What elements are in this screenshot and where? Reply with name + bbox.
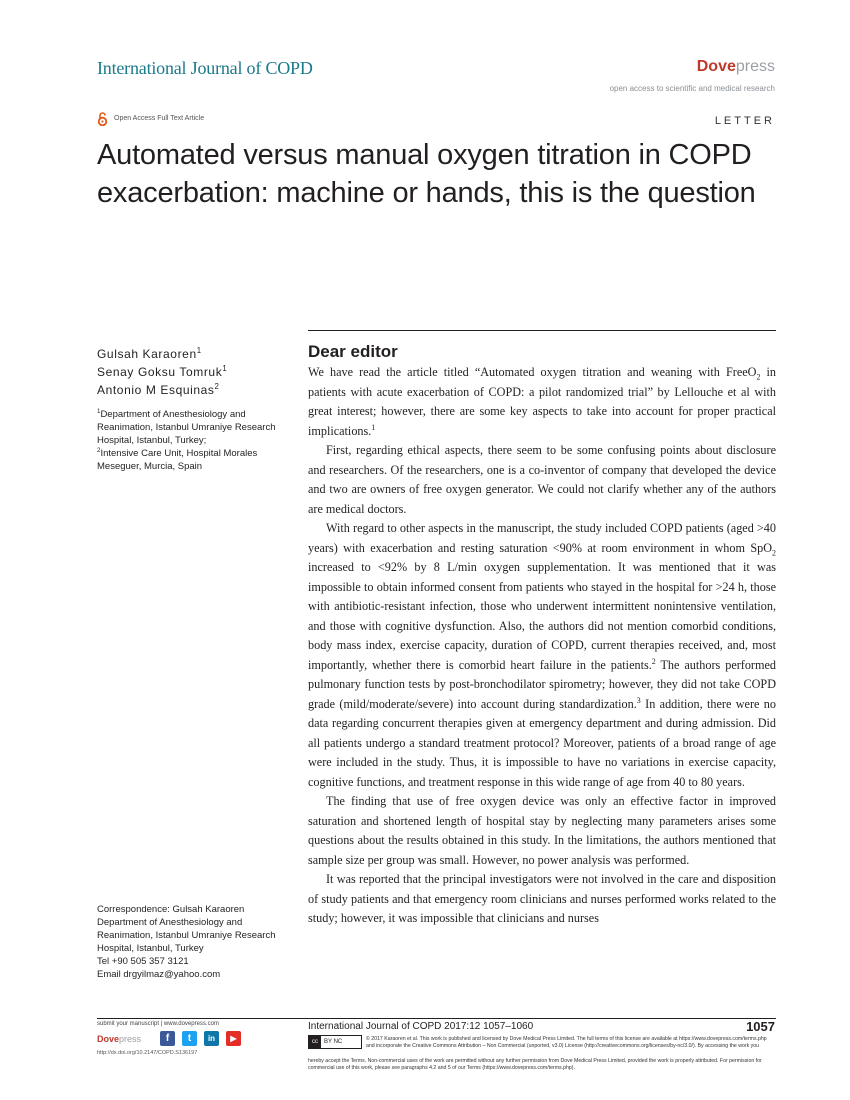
footer-dovepress-logo[interactable]: Dovepress [97,1034,142,1044]
correspondence-email[interactable]: Email drgyilmaz@yahoo.com [97,969,221,980]
author: Senay Goksu Tomruk$^1$ [97,364,228,379]
paragraph: We have read the article titled “Automated oxygen titration and weaning with FreeO$_2$ in patients with acute exacerbation of COPD: a pilot randomized trial” by Lellouche et al with great interest; however, there are some key aspects to take into account for proper practical implications.$^1$ [308,365,776,438]
open-access-icon [97,112,108,126]
paragraph: It was reported that the principal investigators were not involved in the care and disposition of study patients and that emergency room clinicians and nurses performed works related to the study; however, it was impossible that clinicians and nurses [308,872,776,925]
reference-link[interactable]: 1 [371,422,376,432]
citation: International Journal of COPD 2017:12 1057–1060 [308,1021,534,1032]
author-list [97,345,227,399]
license-text: © 2017 Karaoren et al. This work is published and licensed by Dove Medical Press Limited. The full terms of this license are available at https://www.dovepress.com/terms.php and incorporate the Creative Commons Attribution – Non Commercial (unported, v3.0) License (http://creativecommons.org/licenses/by-nc/3.0/). By accessing the work you [366,1036,767,1049]
license-text: hereby accept the Terms. Non-commercial uses of the work are permitted without any further permission from Dove Medical Press Limited, provided the work is properly attributed. For permission for commercial use of this work, please see paragraphs 4.2 and 5 of our Terms (https://www.dovepress.com/terms.php). [308,1058,762,1071]
page-number: 1057 [746,1019,775,1034]
linkedin-icon[interactable]: in [204,1031,219,1046]
tagline: open access to scientific and medical research [609,84,775,93]
article-type: LETTER [714,115,775,127]
reference-link[interactable]: 2 [651,656,656,666]
brand-press: press [735,58,775,75]
submit-manuscript-link[interactable]: submit your manuscript | www.dovepress.com [97,1021,219,1027]
article-title: Automated versus manual oxygen titration in COPD exacerbation: machine or hands, this is the question [97,139,756,209]
paragraph: The finding that use of free oxygen device was only an effective factor in improved saturation and shortened length of hospital stay by neglecting many parameters arises some questions about the results obtained in this study. In the limitations, the authors mentioned that sample size per group was small. However, no power analysis was performed. [308,794,776,867]
dovepress-logo[interactable] [697,58,775,76]
affiliation: $^1$Department of Anesthesiology and Reanimation, Istanbul Umraniye Research Hospital, Istanbul, Turkey; [97,407,276,446]
cc-license-badge[interactable]: cc BY NC [308,1035,362,1049]
correspondence-phone: Tel +90 505 357 3121 [97,956,189,967]
journal-title[interactable]: International Journal of COPD [97,58,313,78]
facebook-icon[interactable]: f [160,1031,175,1046]
paragraph: With regard to other aspects in the manuscript, the study included COPD patients (aged >40 years) with exacerbation and resting saturation <90% at room environment in whom SpO$_2$ increased to <92% by 8 L/min oxygen supplementation. It was mentioned that it was impossible to obtain informed consent from patients who stayed in the hospital for >24 h, those with antibiotic-resistant infection, those who underwent intermittent nonintensive ventilation, and those with cognitive dysfunction. Also, the authors did not mention comorbid conditions, body mass index, exercise capacity, duration of COPD, current therapies received, and, most importantly, whether there is comorbid heart failure in the patients.$^2$ The authors performed pulmonary function tests by post-bronchodilator spirometry; however, they did not take COPD grade (mild/moderate/severe) into account during standardization.$^3$ In addition, there were no data regarding concurrent therapies given at emergency department and during admission. Did all patients undergo a standard treatment protocol? Moreover, patients of a broad range of age were included in the study. Thus, it is impossible to have no variations in exercise capacity, cognitive functions, and treatment response in this wide range of age from 40 to 80 years. [308,521,776,789]
author: Antonio M Esquinas$^2$ [97,382,220,397]
reference-link[interactable]: 3 [636,695,641,705]
correspondence-line: Reanimation, Istanbul Umraniye Research [97,930,276,941]
correspondence-line: Department of Anesthesiology and [97,917,243,928]
correspondence-label: Correspondence: Gulsah Karaoren [97,904,245,915]
open-access-label: Open Access Full Text Article [114,115,205,122]
affiliations [97,408,297,473]
footer-rule [97,1018,776,1019]
affiliation: $^2$Intensive Care Unit, Hospital Morales Meseguer, Murcia, Spain [97,446,258,472]
correspondence-line: Hospital, Istanbul, Turkey [97,943,204,954]
letter-heading: Dear editor [308,342,398,361]
article-body [308,341,776,929]
youtube-icon[interactable]: ▶ [226,1031,241,1046]
body-top-rule [308,330,776,331]
twitter-icon[interactable]: t [182,1031,197,1046]
paragraph: First, regarding ethical aspects, there seem to be some confusing points about disclosure and researchers. Of the researchers, one is a co-inventor of company that developed the device and two are owners of free oxygen generator. We could not clarify whether any of the authors are medical doctors. [308,443,776,516]
author: Gulsah Karaoren$^1$ [97,346,202,361]
correspondence [97,903,302,981]
brand-dove: Dove [696,58,736,75]
doi-link[interactable]: http://dx.doi.org/10.2147/COPD.S136197 [97,1050,198,1056]
